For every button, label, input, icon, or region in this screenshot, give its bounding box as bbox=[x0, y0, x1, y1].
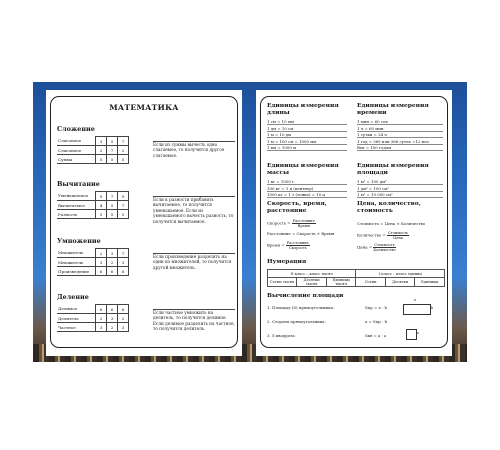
mass-title: Единицы измерения массы bbox=[267, 162, 339, 176]
row-label: Слагаемое bbox=[57, 146, 96, 155]
unit-line: 1 сутки = 24 ч bbox=[357, 132, 443, 138]
table-row bbox=[57, 146, 129, 155]
square-side-a: a bbox=[417, 331, 420, 335]
square-area-label: 3. S квадрата: bbox=[267, 333, 296, 338]
section-title: Умножение bbox=[57, 237, 101, 245]
row-value: 3 bbox=[107, 249, 118, 258]
rule-note bbox=[153, 303, 235, 332]
row-value: 4 bbox=[96, 201, 107, 210]
numeration-title: Нумерация bbox=[267, 258, 307, 265]
price-formula: Цена = $\frac{\text{Стоимость}}{\text{Количество}}$ bbox=[357, 243, 396, 252]
numeration-column: Сотни тысяч bbox=[268, 278, 297, 287]
unit-line: Век = 100 годам bbox=[357, 145, 443, 151]
square-diagram bbox=[406, 329, 420, 340]
table-row bbox=[57, 137, 129, 146]
right-page bbox=[256, 90, 452, 356]
units-panel bbox=[260, 96, 448, 348]
row-value: 5 bbox=[118, 155, 129, 164]
distance-formula: Расстояние = Скорость × Время bbox=[267, 231, 335, 236]
numeration-column: Сотни bbox=[356, 278, 385, 287]
time-formula: Время = $\frac{\text{Расстояние}}{\text{Скорость}}$ bbox=[267, 241, 309, 250]
unit-line: 1 ч = 60 мин bbox=[357, 126, 443, 132]
row-value: 2 bbox=[96, 314, 107, 323]
example-table bbox=[57, 304, 129, 332]
row-label: Частное bbox=[57, 323, 96, 332]
row-value: 5 bbox=[107, 210, 118, 219]
numeration-column: Единицы bbox=[415, 278, 445, 287]
unit-line: 1 дм = 10 см bbox=[267, 126, 347, 132]
unit-line: 100 кг = 1 ц (центнер) bbox=[267, 186, 347, 192]
row-label: Множитель bbox=[57, 258, 96, 267]
numeration-column: Единицы тысяч bbox=[326, 278, 356, 287]
section-title: Деление bbox=[57, 293, 89, 301]
unit-line: 1 м² = 10 000 см² bbox=[357, 192, 443, 198]
unit-line: 1 м = 10 дм bbox=[267, 132, 347, 138]
row-value: 3 bbox=[118, 258, 129, 267]
row-value: 2 bbox=[107, 258, 118, 267]
row-label: Сумма bbox=[57, 155, 96, 164]
quantity-formula: Количество = $\frac{\text{Стоимость}}{\text{Цена}}$ bbox=[357, 231, 409, 240]
row-label: Уменьшаемое bbox=[57, 192, 96, 201]
unit-line: 1 год = 365 или 366 суток =12 мес. bbox=[357, 139, 443, 145]
math-panel bbox=[50, 96, 238, 348]
row-value: 2 bbox=[96, 146, 107, 155]
rect-side-formula: a = Sпр : b bbox=[365, 319, 388, 324]
row-value: 6 bbox=[96, 305, 107, 314]
table-row bbox=[57, 192, 129, 201]
table-row bbox=[57, 249, 129, 258]
row-label: Разность bbox=[57, 210, 96, 219]
area-rect-label: 1. Площадь (S) прямоугольника: bbox=[267, 305, 335, 310]
row-value: 2 bbox=[96, 249, 107, 258]
row-value: 9 bbox=[96, 192, 107, 201]
unit-line: 1 км = 1000 м bbox=[267, 145, 347, 151]
unit-line: 1 м² = 100 дм² bbox=[357, 179, 443, 185]
row-label: Делимое bbox=[57, 305, 96, 314]
row-value: 5 bbox=[118, 210, 129, 219]
row-label: Делитель bbox=[57, 314, 96, 323]
row-value: 6 bbox=[96, 267, 107, 276]
table-row bbox=[57, 155, 129, 164]
unit-line: 1 см = 10 мм bbox=[267, 119, 347, 125]
left-page bbox=[46, 90, 242, 356]
table-row bbox=[57, 323, 129, 332]
example-table bbox=[57, 191, 129, 219]
rect-side-label: 2. Сторона прямоугольника: bbox=[267, 319, 326, 324]
numeration-column: Десятки тысяч bbox=[297, 278, 327, 287]
speed-title: Скорость, время, расстояние bbox=[267, 200, 327, 214]
row-value: 3 bbox=[107, 314, 118, 323]
row-value: 7 bbox=[118, 201, 129, 210]
note-text: Если из суммы вычесть одно слагаемое, то получится другое слагаемое. bbox=[153, 141, 225, 158]
page-title: МАТЕМАТИКА bbox=[109, 103, 179, 112]
unit-line: 1 кг = 1000 г bbox=[267, 179, 347, 185]
row-value: 6 bbox=[107, 305, 118, 314]
rectangle-diagram bbox=[403, 304, 434, 315]
table-row bbox=[57, 267, 129, 276]
row-label: Множитель bbox=[57, 249, 96, 258]
table-row bbox=[57, 314, 129, 323]
time-title: Единицы измерения времени bbox=[357, 102, 429, 116]
rect-side-a: a bbox=[414, 298, 417, 302]
row-value: 7 bbox=[118, 249, 129, 258]
row-value: 7 bbox=[107, 192, 118, 201]
row-value: 7 bbox=[118, 137, 129, 146]
rect-side-b: b bbox=[431, 306, 434, 310]
row-value: 6 bbox=[118, 267, 129, 276]
row-value: 2 bbox=[118, 146, 129, 155]
length-title: Единицы измерения длины bbox=[267, 102, 339, 116]
row-value: 5 bbox=[107, 155, 118, 164]
rule-note bbox=[153, 247, 235, 270]
numeration-table bbox=[267, 269, 445, 287]
row-value: 5 bbox=[107, 201, 118, 210]
table-row bbox=[57, 210, 129, 219]
rule-note bbox=[153, 135, 235, 158]
row-value: 7 bbox=[107, 146, 118, 155]
section-title: Вычитание bbox=[57, 180, 100, 188]
row-value: 9 bbox=[118, 192, 129, 201]
row-label: Произведение bbox=[57, 267, 96, 276]
rule-note bbox=[153, 190, 235, 224]
speed-formula: Скорость = $\frac{\text{Расстояние}}{\text{Время}}$ bbox=[267, 219, 315, 228]
row-value: 2 bbox=[107, 323, 118, 332]
numeration-column: Десятки bbox=[385, 278, 415, 287]
example-table bbox=[57, 248, 129, 276]
note-text: Если произведение разделить на один из множителей, то получится другой множитель. bbox=[153, 253, 232, 270]
unit-line: 1 мин = 60 сек bbox=[357, 119, 443, 125]
row-value: 3 bbox=[96, 137, 107, 146]
area-rect-formula: Sпр = a · b bbox=[365, 305, 388, 310]
row-value: 5 bbox=[96, 155, 107, 164]
note-text: Если частное умножить на делитель, то получится делимое. Если делимое разделить на частное, то получится делитель. bbox=[153, 309, 235, 332]
table-row bbox=[57, 201, 129, 210]
section-title: Сложение bbox=[57, 125, 95, 133]
row-value: 3 bbox=[96, 323, 107, 332]
example-table bbox=[57, 136, 129, 164]
unit-line: 1 дм² = 100 см² bbox=[357, 186, 443, 192]
table-row bbox=[57, 305, 129, 314]
row-value: 3 bbox=[96, 258, 107, 267]
price-title: Цена, количество, стоимость bbox=[357, 200, 421, 214]
row-value: 6 bbox=[107, 267, 118, 276]
square-area-formula: Sкв = a · a bbox=[365, 333, 387, 338]
row-value: 3 bbox=[118, 323, 129, 332]
row-value: 5 bbox=[107, 137, 118, 146]
row-value: 2 bbox=[118, 314, 129, 323]
table-row bbox=[57, 258, 129, 267]
row-value: 5 bbox=[96, 210, 107, 219]
area-units-title: Единицы измерения площади bbox=[357, 162, 429, 176]
area-calc-title: Вычисление площади bbox=[267, 292, 344, 299]
note-text: Если к разности прибавить вычитаемое, то получится уменьшаемое. Если из уменьшаемого вычесть разность, то получится вычитаемое. bbox=[153, 196, 234, 224]
unit-line: 1000 кг = 1 т (тонна) = 10 ц bbox=[267, 192, 347, 198]
class-thousands: II класс – класс тысяч bbox=[268, 270, 356, 278]
row-label: Вычитаемое bbox=[57, 201, 96, 210]
row-value: 6 bbox=[118, 305, 129, 314]
class-units: I класс – класс единиц bbox=[356, 270, 445, 278]
cost-formula: Стоимость = Цена × Количество bbox=[357, 221, 426, 226]
unit-line: 1 м = 100 см = 1000 мм bbox=[267, 139, 347, 145]
row-label: Слагаемое bbox=[57, 137, 96, 146]
